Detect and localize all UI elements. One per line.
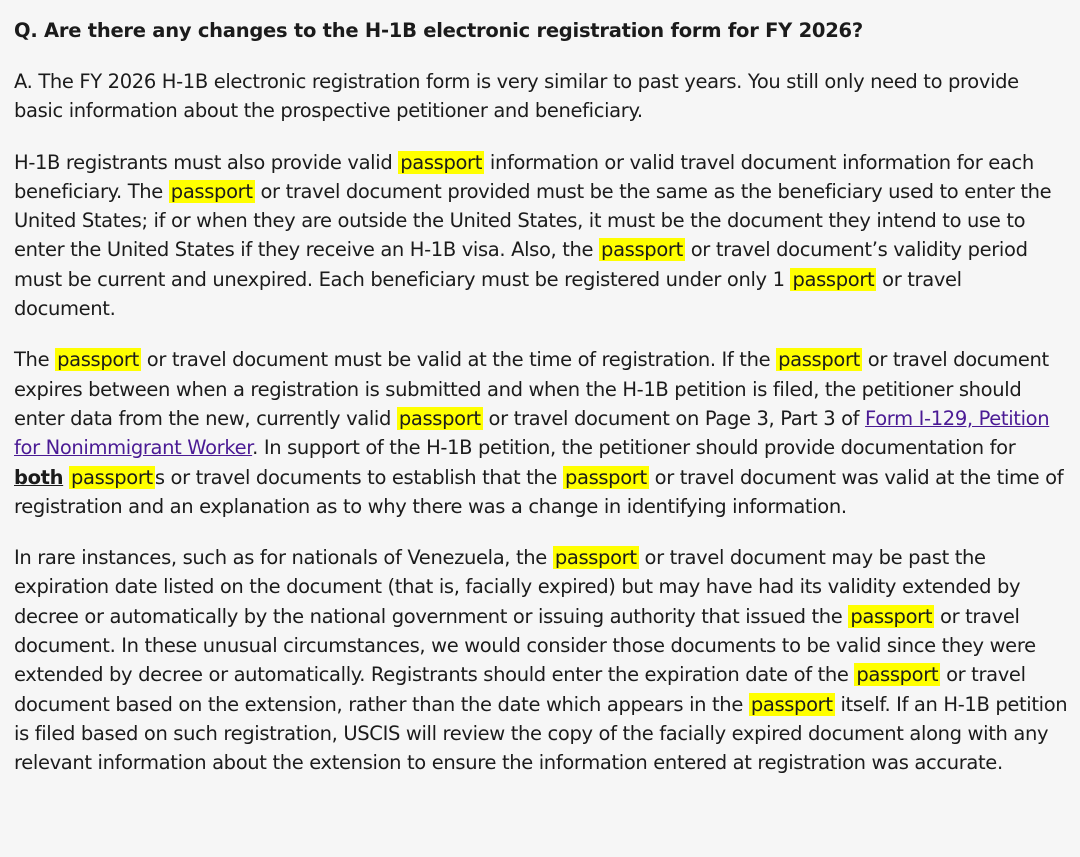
highlighted-term: passport	[792, 267, 875, 291]
highlighted-term: passport	[71, 465, 153, 489]
paragraph-text: A. The FY 2026 H-1B electronic registration form is very similar to past years. You still only need to provide basic information about the prospective petitioner and beneficiary.	[14, 70, 1019, 123]
highlighted-term: passport	[398, 406, 481, 430]
highlighted-term: passport	[750, 692, 833, 716]
highlighted-term: passport	[601, 238, 683, 262]
emphasized-text: both	[14, 465, 64, 489]
paragraph-text: or travel document based on the extension, rather than the date which appears in the	[14, 663, 1026, 716]
highlighted-term: passport	[554, 546, 637, 570]
highlighted-term: passport	[57, 348, 139, 372]
paragraph-text: . In support of the H-1B petition, the petitioner should provide documentation for	[252, 436, 1016, 460]
answer-paragraph	[14, 148, 1068, 324]
form-i-129-link[interactable]: Form I-129, Petition for Nonimmigrant Worker	[14, 406, 1050, 460]
paragraph-text: or travel document may be past the expiration date listed on the document (that is, facially expired) but may have had its validity extended by decree or automatically by the national government or issuing authority that issued the	[14, 546, 1021, 628]
paragraph-text: s or travel documents to establish that the	[154, 465, 563, 489]
paragraph-text: or travel document must be valid at the time of registration. If the	[140, 348, 777, 372]
highlighted-term: passport	[564, 465, 647, 489]
answer-paragraph	[14, 67, 1068, 126]
paragraph-text: In rare instances, such as for nationals of Venezuela, the	[14, 546, 553, 570]
paragraph-text: or travel document on Page 3, Part 3 of	[482, 406, 866, 430]
answer-paragraph	[14, 345, 1068, 521]
paragraph-text: or travel document.	[14, 267, 962, 321]
paragraph-text: itself. If an H-1B petition is filed based on such registration, USCIS will review the copy of the facially expired document along with any relevant information about the extension to ensure the information entered at registration was accurate.	[14, 692, 1068, 775]
paragraph-text: or travel document. In these unusual circumstances, we would consider those documents to be valid since they were extended by decree or automatically. Registrants should enter the expiration date of the	[14, 604, 1036, 687]
paragraph-text: The	[14, 348, 56, 372]
highlighted-term: passport	[778, 348, 860, 372]
paragraph-text: or travel document provided must be the same as the beneficiary used to enter the United States; if or when they are outside the United States, it must be the document they intend to use to enter the United States if they receive an H-1B visa. Also, the	[14, 179, 1052, 262]
paragraph-text: H-1B registrants must also provide valid	[14, 150, 399, 174]
highlighted-term: passport	[856, 663, 939, 687]
answer-paragraph	[14, 543, 1068, 777]
faq-answer	[14, 67, 1068, 778]
paragraph-text: information or valid travel document information for each beneficiary. The	[14, 150, 1034, 203]
faq-question: Q. Are there any changes to the H-1B electronic registration form for FY 2026?	[14, 19, 863, 42]
paragraph-text: or travel document expires between when a registration is submitted and when the H-1B petition is filed, the petitioner should enter data from the new, currently valid	[14, 348, 1049, 430]
paragraph-text: or travel document’s validity period must be current and unexpired. Each beneficiary must be registered under only 1	[14, 238, 1028, 291]
paragraph-text: or travel document was valid at the time of registration and an explanation as to why there was a change in identifying information.	[14, 465, 1064, 518]
highlighted-term: passport	[170, 179, 253, 203]
highlighted-term: passport	[850, 604, 933, 628]
highlighted-term: passport	[400, 150, 483, 174]
